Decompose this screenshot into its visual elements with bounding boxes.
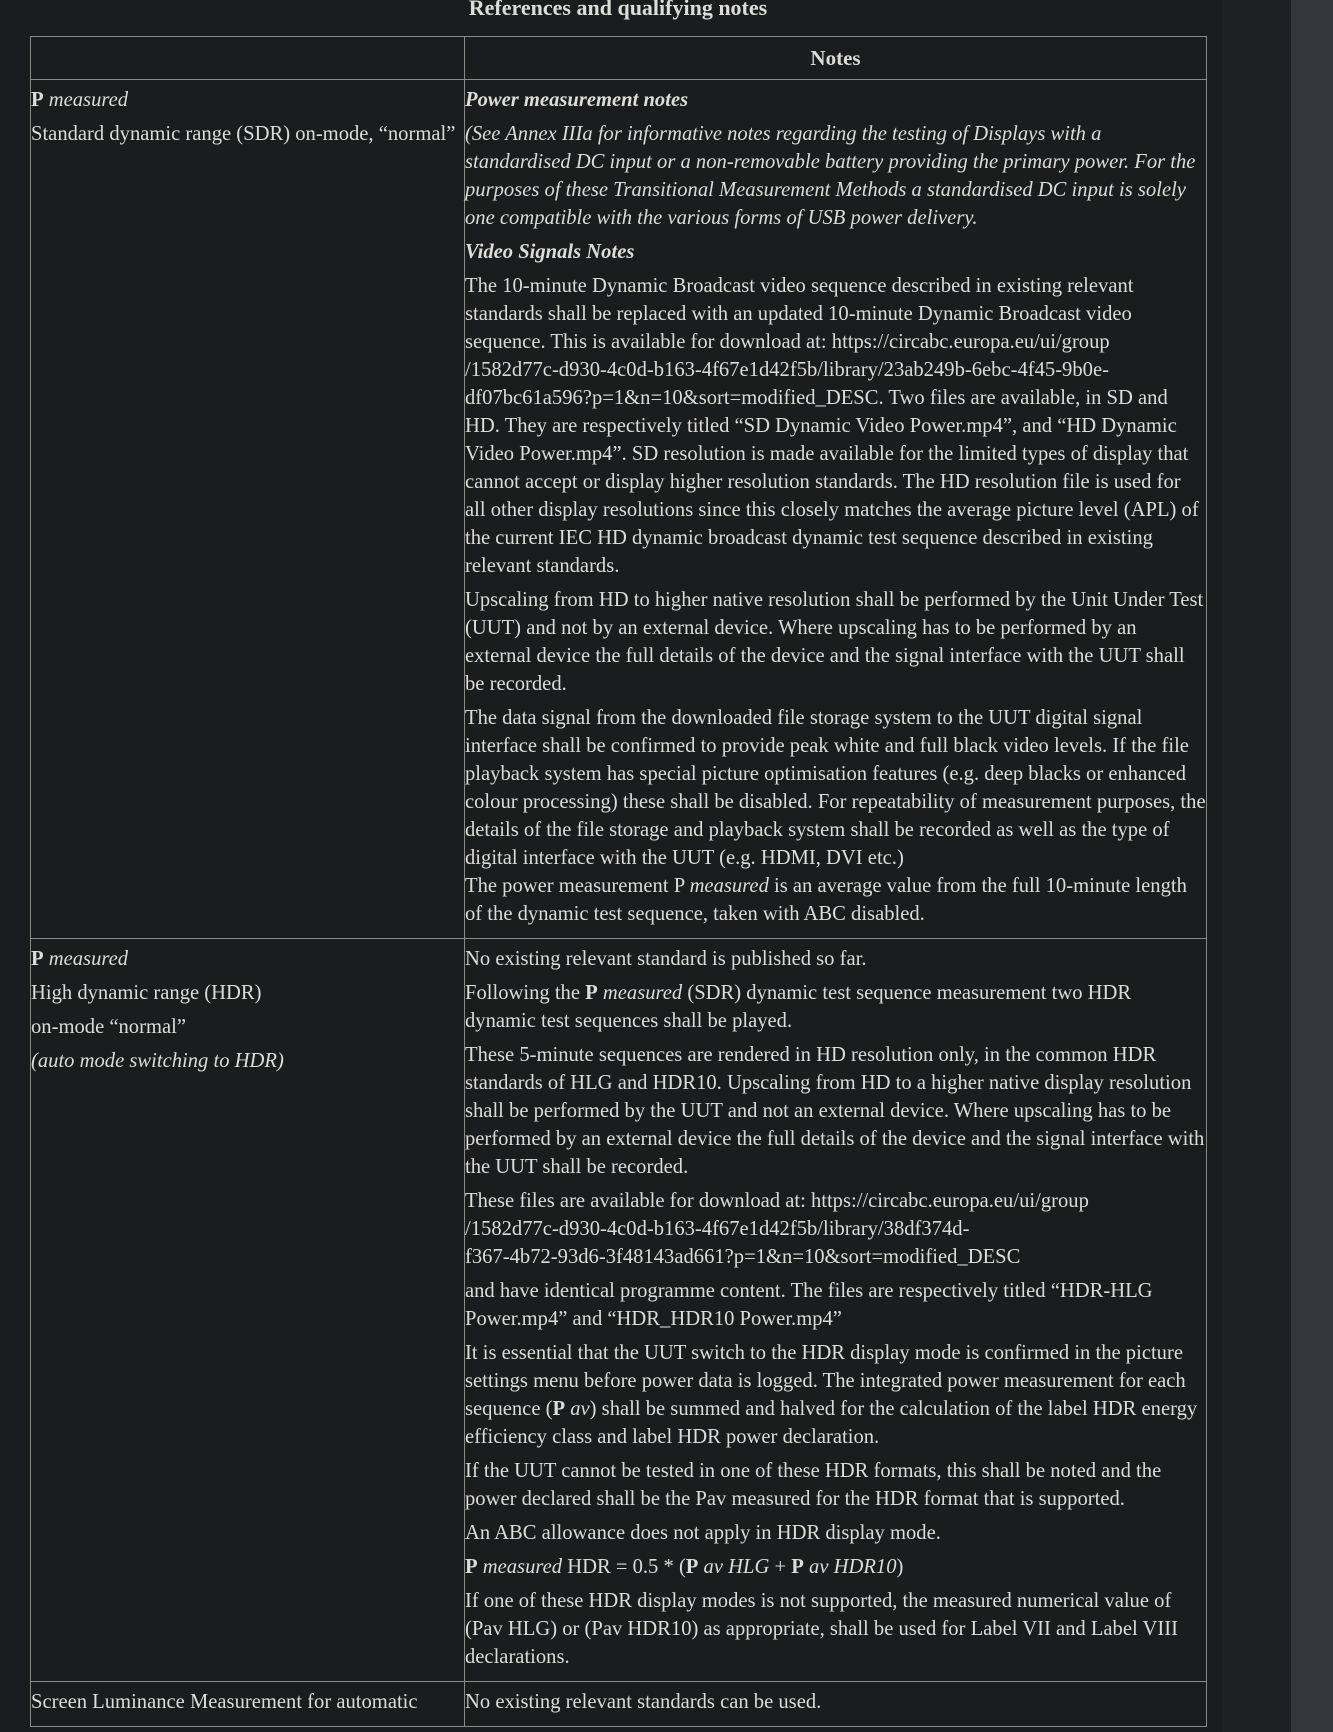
header-cell-notes: Notes xyxy=(465,37,1207,80)
row-notes-cell xyxy=(465,939,1207,1682)
page-margin xyxy=(1222,0,1291,1732)
notes-paragraph: No existing relevant standards can be used. xyxy=(465,1691,822,1713)
notes-table xyxy=(30,36,1207,1727)
row-notes-cell xyxy=(465,1682,1207,1727)
p-measured-label: P measured xyxy=(31,89,129,111)
table-row xyxy=(31,80,1207,939)
notes-paragraph: No existing relevant standard is published so far. xyxy=(465,948,867,970)
notes-paragraph: These 5-minute sequences are rendered in HD resolution only, in the common HDR standards of HLG and HDR10. Upscaling from HD to a higher native display resolution shall be performed by the UUT and not an external device. Where upscaling has to be performed by an external device the full details of the device and the signal interface with the UUT shall be recorded. xyxy=(465,1044,1205,1178)
row-label-cell xyxy=(31,939,465,1682)
notes-paragraph: It is essential that the UUT switch to the HDR display mode is confirmed in the picture settings menu before power data is logged. The integrated power measurement for each sequence (P av) shall be summed and halved for the calculation of the label HDR energy efficiency class and label HDR power declaration. xyxy=(465,1342,1198,1448)
row-label-cell xyxy=(31,80,465,939)
notes-paragraph: If one of these HDR display modes is not supported, the measured numerical value of (Pav HLG) or (Pav HDR10) as appropriate, shall be used for Label VII and Label VIII declarations. xyxy=(465,1590,1178,1668)
table-header-row xyxy=(31,37,1207,80)
row-label-line: on-mode “normal” xyxy=(31,1016,186,1038)
row-label-subnote: (auto mode switching to HDR) xyxy=(31,1050,284,1072)
row-label-title: Standard dynamic range (SDR) on-mode, “normal” xyxy=(31,123,456,145)
notes-paragraph: An ABC allowance does not apply in HDR display mode. xyxy=(465,1522,941,1544)
scrollbar[interactable] xyxy=(1291,0,1333,1732)
notes-heading-video: Video Signals Notes xyxy=(465,241,635,263)
table-caption: References and qualifying notes xyxy=(468,0,768,20)
notes-annex-note: (See Annex IIIa for informative notes regarding the testing of Displays with a standardised DC input or a non-removable battery providing the primary power. For the purposes of these Transitional Measurement Methods a standardised DC input is solely one compatible with the various forms of USB power delivery. xyxy=(465,123,1196,229)
notes-paragraph: The 10-minute Dynamic Broadcast video sequence described in existing relevant standards shall be replaced with an updated 10-minute Dynamic Broadcast video sequence. This is available for download at: https://circabc.europa.eu/ui/group /1582d77c-d930-4c0d-b163-4f67e1d42f5b/library/23ab249b-6ebc-4f45-9b0e-df07bc61a596?p=1&n=10&sort=modified_DESC. Two files are available, in SD and HD. They are respectively titled “SD Dynamic Video Power.mp4”, and “HD Dynamic Video Power.mp4”. SD resolution is made available for the limited types of display that cannot accept or display higher resolution standards. The HD resolution file is used for all other display resolutions since this closely matches the average picture level (APL) of the current IEC HD dynamic broadcast dynamic test sequence described in existing relevant standards. xyxy=(465,275,1199,577)
header-cell-empty xyxy=(31,37,465,80)
notes-download-link-text: These files are available for download at: https://circabc.europa.eu/ui/group /1582d77c-d930-4c0d-b163-4f67e1d42f5b/library/38df374d- f367-4b72-93d6-3f48143ad661?p=1&n=10&sort=modified_DESC xyxy=(465,1190,1089,1268)
row-label-title: Screen Luminance Measurement for automatic xyxy=(31,1691,418,1713)
hdr-formula: P measured HDR = 0.5 * (P av HLG + P av HDR10) xyxy=(465,1556,904,1578)
notes-paragraph: The data signal from the downloaded file storage system to the UUT digital signal interface shall be confirmed to provide peak white and full black video levels. If the file playback system has special picture optimisation features (e.g. deep blacks or enhanced colour processing) these shall be disabled. For repeatability of measurement purposes, the details of the file storage and playback system shall be recorded as well as the type of digital interface with the UUT (e.g. HDMI, DVI etc.) xyxy=(465,707,1206,869)
notes-paragraph: Following the P measured (SDR) dynamic test sequence measurement two HDR dynamic test sequences shall be played. xyxy=(465,982,1132,1032)
row-label-cell xyxy=(31,1682,465,1727)
notes-paragraph: If the UUT cannot be tested in one of these HDR formats, this shall be noted and the power declared shall be the Pav measured for the HDR format that is supported. xyxy=(465,1460,1162,1510)
table-row xyxy=(31,939,1207,1682)
p-measured-label: P measured xyxy=(31,948,129,970)
notes-paragraph: Upscaling from HD to higher native resolution shall be performed by the Unit Under Test (UUT) and not by an external device. Where upscaling has to be performed by an external device the full details of the device and the signal interface with the UUT shall be recorded. xyxy=(465,589,1204,695)
notes-paragraph: The power measurement P measured is an average value from the full 10-minute length of the dynamic test sequence, taken with ABC disabled. xyxy=(465,875,1187,925)
table-row xyxy=(31,1682,1207,1727)
notes-heading-power: Power measurement notes xyxy=(465,89,689,111)
row-label-line: High dynamic range (HDR) xyxy=(31,982,262,1004)
notes-paragraph: and have identical programme content. The files are respectively titled “HDR-HLG Power.mp4” and “HDR_HDR10 Power.mp4” xyxy=(465,1280,1153,1330)
row-notes-cell xyxy=(465,80,1207,939)
